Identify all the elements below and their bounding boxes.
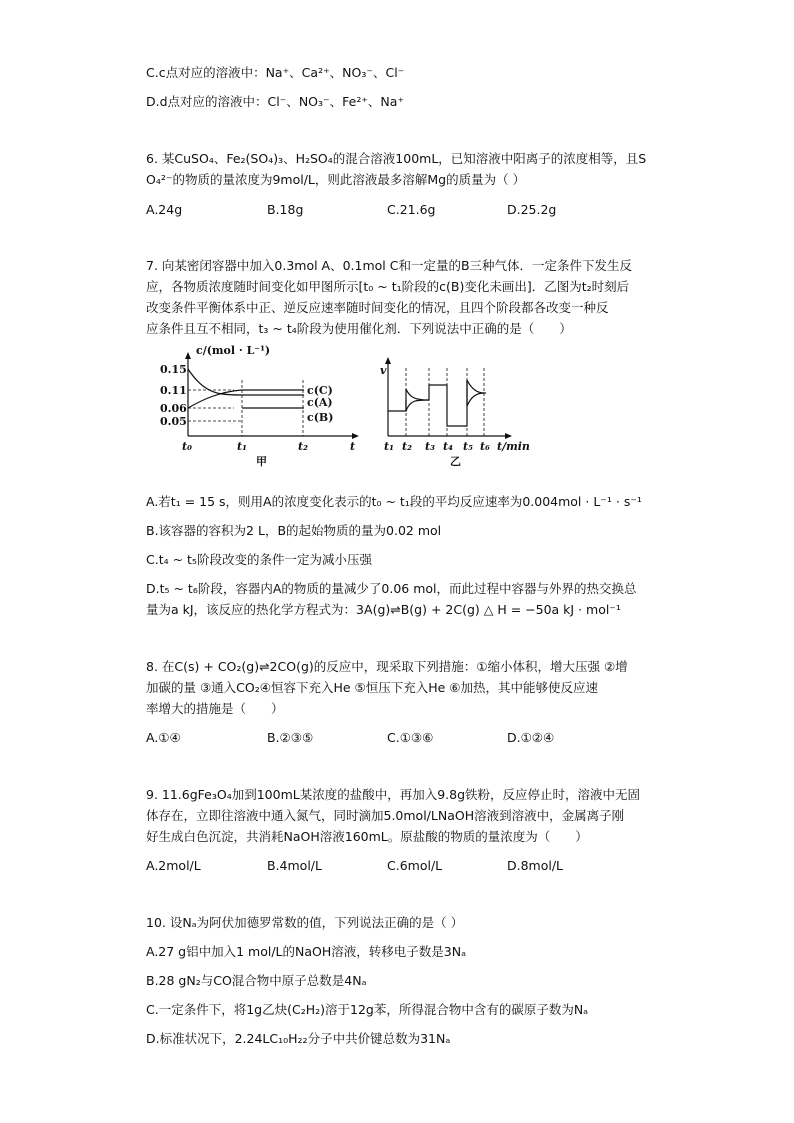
jia-label-cb: c(B) — [307, 411, 334, 424]
q7-option-d-line1: D.t₅ ~ t₆阶段，容器内A的物质的量减少了0.06 mol，而此过程中容器与外界的热交换总 — [146, 581, 637, 596]
yi-ylabel: v — [380, 364, 387, 377]
yi-xunit: t/min — [497, 440, 530, 453]
q6-option-a: A.24g — [146, 202, 183, 217]
yi-xtick-t6: t₆ — [480, 440, 490, 453]
yi-segment-t1t2 — [388, 400, 406, 411]
q7-option-b: B.该容器的容积为2 L，B的起始物质的量为0.02 mol — [146, 523, 442, 538]
yi-xtick-t4: t₄ — [443, 440, 453, 453]
q6-stem-line2: O₄²⁻的物质的量浓度为9mol/L，则此溶液最多溶解Mg的质量为（ ） — [146, 172, 526, 187]
q10-option-c: C.一定条件下，将1g乙炔(C₂H₂)溶于12g苯，所得混合物中含有的碳原子数为Nₐ — [146, 1002, 589, 1017]
q10-option-d: D.标准状况下，2.24LC₁₀H₂₂分子中共价键总数为31Nₐ — [146, 1031, 451, 1046]
q7-option-a: A.若t₁ = 15 s，则用A的浓度变化表示的t₀ ~ t₁段的平均反应速率为0.004mol · L⁻¹ · s⁻¹ — [146, 494, 642, 509]
q9-stem-line2: 体存在，立即往溶液中通入氮气，同时滴加5.0mol/LNaOH溶液到溶液中，金属离子刚 — [146, 808, 625, 823]
q8-option-d: D.①②④ — [507, 730, 555, 745]
jia-xtick-t: t — [350, 440, 356, 453]
jia-label-ca: c(A) — [307, 396, 333, 409]
q7-option-d-line2: 量为a kJ，该反应的热化学方程式为：3A(g)⇌B(g) + 2C(g) △ H = −50a kJ · mol⁻¹ — [146, 602, 621, 617]
jia-ytick-011: 0.11 — [160, 384, 187, 397]
jia-x-axis-arrow — [352, 433, 359, 439]
jia-curve-c — [188, 390, 304, 408]
q6-option-c: C.21.6g — [387, 202, 436, 217]
jia-ytick-005: 0.05 — [160, 415, 187, 428]
yi-curve-t5t6-a — [467, 380, 484, 393]
yi-segment-t4t5 — [447, 380, 467, 426]
jia-xtick-t2: t₂ — [298, 440, 308, 453]
q9-option-d: D.8mol/L — [507, 858, 564, 873]
q10-option-a: A.27 g铝中加入1 mol/L的NaOH溶液，转移电子数是3Nₐ — [146, 944, 466, 959]
jia-caption: 甲 — [256, 455, 267, 468]
q10-stem: 10. 设Nₐ为阿伏加德罗常数的值，下列说法正确的是（ ） — [146, 915, 464, 930]
yi-xtick-t1: t₁ — [384, 440, 394, 453]
yi-xtick-t5: t₅ — [463, 440, 473, 453]
q8-option-a: A.①④ — [146, 730, 181, 745]
jia-xtick-t0: t₀ — [182, 440, 192, 453]
yi-caption: 乙 — [450, 455, 461, 468]
jia-y-axis-arrow — [185, 352, 191, 359]
yi-curve-t2t3-a — [406, 400, 429, 411]
jia-ylabel: c/(mol · L⁻¹) — [196, 344, 271, 357]
q5-option-c: C.c点对应的溶液中：Na⁺、Ca²⁺、NO₃⁻、Cl⁻ — [146, 65, 405, 80]
jia-label-cc: c(C) — [307, 384, 333, 397]
figure-yi — [374, 340, 546, 470]
q7-stem-line3: 改变条件平衡体系中正、逆反应速率随时间变化的情况，且四个阶段都各改变一种反 — [146, 300, 609, 315]
jia-ytick-006: 0.06 — [160, 402, 187, 415]
q5-option-d: D.d点对应的溶液中：Cl⁻、NO₃⁻、Fe²⁺、Na⁺ — [146, 94, 405, 109]
q8-option-c: C.①③⑥ — [387, 730, 434, 745]
q10-option-b: B.28 gN₂与CO混合物中原子总数是4Nₐ — [146, 973, 367, 988]
q7-stem-line1: 7. 向某密闭容器中加入0.3mol A、0.1mol C和一定量的B三种气体．一定条件下发生反 — [146, 258, 633, 273]
q9-stem-line1: 9. 11.6gFe₃O₄加到100mL某浓度的盐酸中，再加入9.8g铁粉，反应停止时，溶液中无固 — [146, 787, 641, 802]
q9-option-c: C.6mol/L — [387, 858, 443, 873]
q9-option-a: A.2mol/L — [146, 858, 201, 873]
q8-stem-line1: 8. 在C(s) + CO₂(g)⇌2CO(g)的反应中，现采取下列措施：①缩小体积，增大压强 ②增 — [146, 659, 628, 674]
yi-xtick-t3: t₃ — [425, 440, 435, 453]
yi-y-axis-arrow — [385, 357, 391, 364]
yi-curve-t2t3-b — [406, 389, 429, 400]
q7-stem-line2: 应，各物质浓度随时间变化如甲图所示[t₀ ~ t₁阶段的c(B)变化未画出]．乙图为t₂时刻后 — [146, 279, 630, 294]
q9-option-b: B.4mol/L — [267, 858, 322, 873]
q6-stem-line1: 6. 某CuSO₄、Fe₂(SO₄)₃、H₂SO₄的混合溶液100mL，已知溶液中阳离子的浓度相等，且S — [146, 151, 647, 166]
jia-xtick-t1: t₁ — [237, 440, 247, 453]
q9-stem-line3: 好生成白色沉淀，共消耗NaOH溶液160mL。原盐酸的物质的量浓度为（ ） — [146, 829, 588, 844]
q8-stem-line3: 率增大的措施是（ ） — [146, 701, 284, 716]
yi-segment-t3t4 — [429, 385, 447, 400]
q7-stem-line4: 应条件且互不相同，t₃ ~ t₄阶段为使用催化剂．下列说法中正确的是（ ） — [146, 321, 572, 336]
figure-jia — [146, 340, 366, 470]
jia-curve-a — [188, 369, 304, 395]
q8-stem-line2: 加碳的量 ③通入CO₂④恒容下充入He ⑤恒压下充入He ⑥加热，其中能够使反应速 — [146, 680, 599, 695]
yi-x-axis-arrow — [505, 433, 512, 439]
q7-option-c: C.t₄ ~ t₅阶段改变的条件一定为减小压强 — [146, 552, 372, 567]
q8-option-b: B.②③⑤ — [267, 730, 314, 745]
yi-curve-t5t6-b — [467, 393, 484, 406]
yi-xtick-t2: t₂ — [402, 440, 412, 453]
q6-option-b: B.18g — [267, 202, 304, 217]
q6-option-d: D.25.2g — [507, 202, 557, 217]
jia-ytick-015: 0.15 — [160, 363, 187, 376]
